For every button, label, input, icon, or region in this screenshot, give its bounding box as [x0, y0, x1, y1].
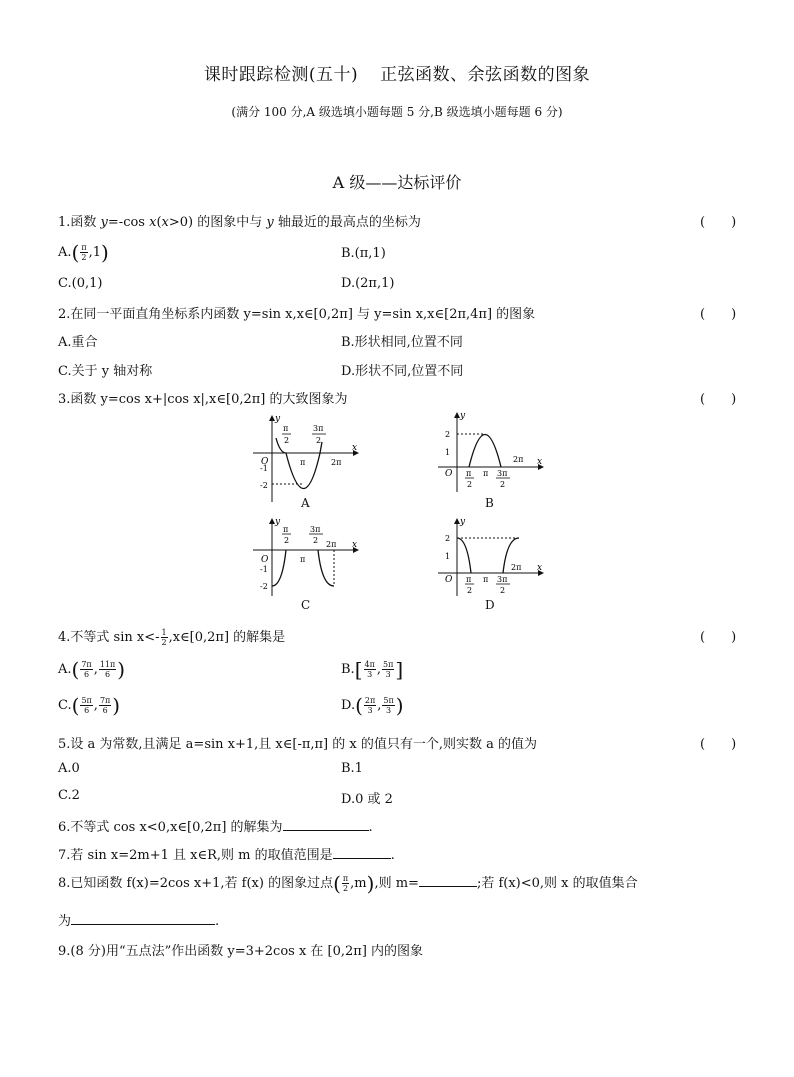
axis-label-x: x — [352, 540, 358, 550]
curve-left — [272, 550, 286, 586]
tick-label-m1: -1 — [260, 464, 268, 473]
graph-option-a[interactable] — [248, 412, 363, 507]
q7-answer-blank[interactable] — [333, 846, 391, 859]
axis-label-x: x — [352, 443, 358, 453]
tick-3pi-half-num: 3π — [497, 469, 508, 478]
q5-option-d[interactable]: D.0 或 2 — [341, 792, 393, 807]
q5-option-a[interactable]: A.0 — [58, 761, 80, 776]
curve — [276, 438, 322, 489]
q2-option-b[interactable]: B.形状相同,位置不同 — [341, 335, 463, 350]
tick-pi: π — [483, 575, 489, 584]
tick-3pi-half-num: 3π — [497, 575, 508, 584]
page-title — [0, 60, 794, 85]
question-5-stem: 5.设 a 为常数,且满足 a=sin x+1,且 x∈[-π,π] 的 x 的值只有一个,则实数 a 的值为 — [58, 737, 538, 752]
axis-label-y: y — [460, 411, 466, 421]
q5-option-c[interactable]: C.2 — [58, 788, 80, 803]
page-subtitle: (满分 100 分,A 级选填小题每题 5 分,B 级选填小题每题 6 分) — [231, 105, 563, 119]
q4-option-c[interactable]: C.( $\frac{5\pi}{6}$ , $\frac{7\pi}{6}$ ) — [58, 693, 121, 718]
tick-2pi: 2π — [511, 563, 522, 572]
origin-label: O — [261, 457, 269, 467]
question-7: 7.若 sin x=2m+1 且 x∈R,则 m 的取值范围是 . — [58, 848, 395, 863]
origin-label: O — [261, 555, 269, 565]
tick-3pi-half-den: 2 — [313, 536, 319, 545]
tick-pi-half-den: 2 — [467, 586, 473, 595]
title-right: 正弦函数、余弦函数的图象 — [380, 65, 591, 85]
answer-paren-4[interactable]: ( ) — [700, 630, 737, 645]
tick-2pi: 2π — [326, 540, 337, 549]
tick-label-2: 2 — [445, 534, 451, 543]
question-3-stem: 3.函数 y=cos x+|cos x|,x∈[0,2π] 的大致图象为 — [58, 392, 348, 407]
tick-3pi-half-den: 2 — [500, 586, 506, 595]
q1-option-d[interactable]: D.(2π,1) — [341, 276, 395, 291]
curve-right — [318, 550, 334, 586]
question-4-stem: 4.不等式 sin x<- $\frac{1}{2}$ ,x∈[0,2π] 的解集是 — [58, 628, 286, 647]
tick-3pi-half-den: 2 — [500, 480, 506, 489]
graph-option-b[interactable] — [433, 410, 548, 495]
q5-option-b[interactable]: B.1 — [341, 761, 363, 776]
caption-c: C — [301, 598, 311, 612]
graph-option-d[interactable] — [433, 516, 548, 598]
tick-pi-half-num: π — [466, 469, 472, 478]
caption-a: A — [301, 496, 310, 510]
q8-answer-blank-x[interactable] — [71, 912, 215, 925]
q1-option-c[interactable]: C.(0,1) — [58, 276, 103, 291]
graph-option-c[interactable] — [248, 516, 363, 598]
tick-label-1: 1 — [445, 448, 451, 457]
tick-2pi: 2π — [331, 458, 342, 467]
answer-paren-5[interactable]: ( ) — [700, 737, 737, 752]
section-heading: A 级——达标评价 — [332, 173, 462, 192]
q2-option-c[interactable]: C.关于 y 轴对称 — [58, 364, 153, 379]
answer-paren-2[interactable]: ( ) — [700, 307, 737, 322]
tick-pi-half-num: π — [283, 525, 289, 534]
tick-3pi-half-den: 2 — [316, 436, 322, 445]
tick-pi: π — [483, 469, 489, 478]
question-9-stem: 9.(8 分)用“五点法”作出函数 y=3+2cos x 在 [0,2π] 内的图象 — [58, 944, 424, 959]
q4-option-a[interactable]: A.( $\frac{7\pi}{6}$ , $\frac{11\pi}{6}$ ) — [58, 657, 126, 682]
curve-left — [457, 538, 471, 573]
tick-label-m2: -2 — [260, 582, 268, 591]
question-1-stem: 1.函数 y=-cos x(x>0) 的图象中与 y 轴最近的最高点的坐标为 — [58, 215, 421, 230]
q1-option-b[interactable]: B.(π,1) — [341, 246, 386, 261]
origin-label: O — [445, 469, 453, 479]
tick-3pi-half-num: 3π — [310, 525, 321, 534]
q1-option-a[interactable]: A.( $\frac{\pi}{2}$ ,1) — [58, 240, 109, 265]
axis-label-y: y — [460, 517, 466, 527]
tick-pi-half-num: π — [466, 575, 472, 584]
q6-answer-blank[interactable] — [283, 818, 369, 831]
tick-pi: π — [300, 555, 306, 564]
answer-paren-1[interactable]: ( ) — [700, 215, 737, 230]
tick-pi-half-num: π — [283, 424, 289, 433]
tick-pi-half-den: 2 — [467, 480, 473, 489]
curve — [469, 435, 501, 468]
answer-paren-3[interactable]: ( ) — [700, 392, 737, 407]
tick-label-m1: -1 — [260, 565, 268, 574]
question-2-stem: 2.在同一平面直角坐标系内函数 y=sin x,x∈[0,2π] 与 y=sin x,x∈[2π,4π] 的图象 — [58, 307, 536, 322]
tick-3pi-half-num: 3π — [313, 424, 324, 433]
caption-b: B — [485, 496, 494, 510]
axis-label-y: y — [275, 517, 281, 527]
question-8-line-1: 8.已知函数 f(x)=2cos x+1,若 f(x) 的图象过点( $\frac{\pi}{2}$ ,m),则 m= ;若 f(x)<0,则 x 的取值集合 — [58, 871, 638, 896]
origin-label: O — [445, 575, 453, 585]
q2-option-d[interactable]: D.形状不同,位置不同 — [341, 364, 464, 379]
tick-pi-half-den: 2 — [284, 536, 290, 545]
tick-label-2: 2 — [445, 430, 451, 439]
axis-label-y: y — [275, 414, 281, 424]
tick-2pi: 2π — [513, 455, 524, 464]
axis-label-x: x — [537, 457, 543, 467]
q8-answer-blank-m[interactable] — [419, 874, 477, 887]
tick-pi-half-den: 2 — [284, 436, 290, 445]
q4-option-b[interactable]: B.[ $\frac{4\pi}{3}$ , $\frac{5\pi}{3}$ ] — [341, 657, 404, 682]
tick-label-1: 1 — [445, 552, 451, 561]
tick-label-m2: -2 — [260, 481, 268, 490]
q2-option-a[interactable]: A.重合 — [58, 335, 98, 350]
q4-option-d[interactable]: D.( $\frac{2\pi}{3}$ , $\frac{5\pi}{3}$ ) — [341, 693, 404, 718]
question-6: 6.不等式 cos x<0,x∈[0,2π] 的解集为 . — [58, 820, 373, 835]
axis-label-x: x — [537, 563, 543, 573]
title-left: 课时跟踪检测(五十) — [203, 65, 359, 85]
caption-d: D — [485, 598, 495, 612]
tick-pi: π — [300, 458, 306, 467]
question-8-line-2: 为 . — [58, 914, 220, 929]
